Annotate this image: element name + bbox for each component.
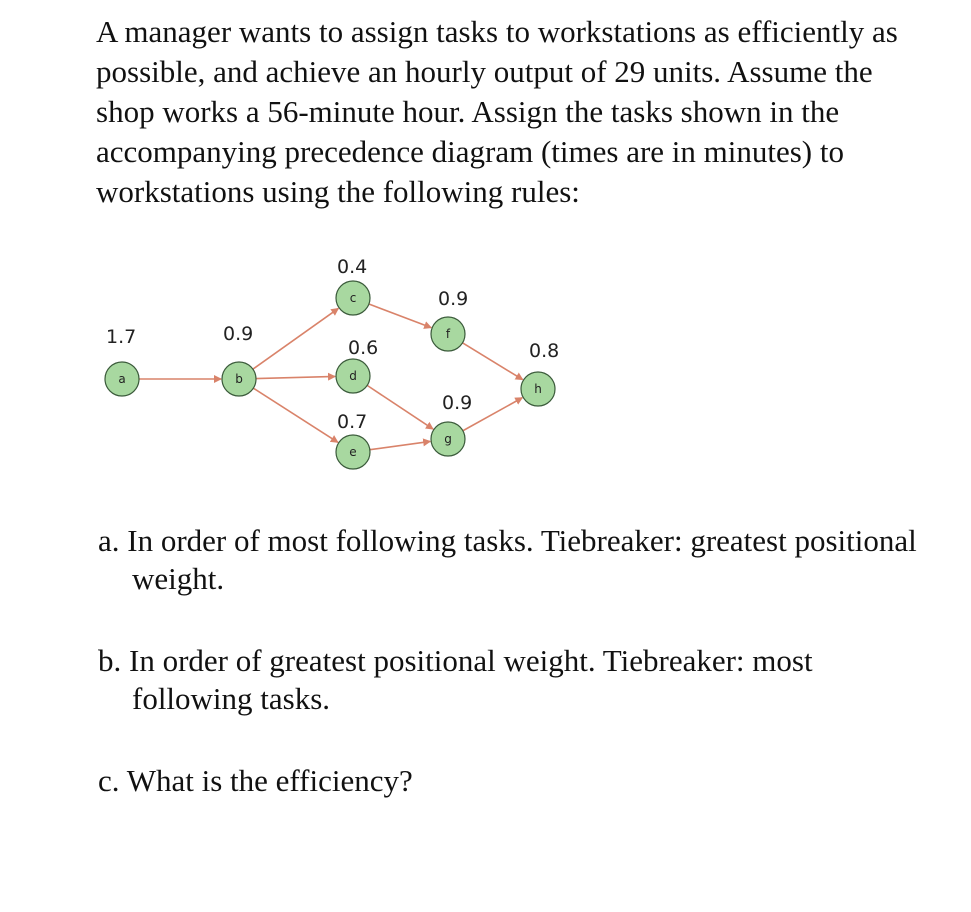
part-b: b. In order of greatest positional weight. Tiebreaker: most following tasks. (98, 643, 813, 716)
task-label-b: b (235, 372, 243, 386)
task-label-a: a (118, 372, 126, 386)
task-label-c: c (349, 291, 357, 305)
task-label-g: g (444, 432, 452, 446)
task-label-h: h (534, 382, 542, 396)
task-time-e: 0.7 (337, 411, 368, 433)
edge-e-g (370, 441, 430, 449)
part-a: a. In order of most following tasks. Tiebreaker: greatest positional weight. (98, 523, 917, 596)
task-time-b: 0.9 (223, 323, 254, 345)
part-c: c. What is the efficiency? (98, 763, 413, 798)
task-time-d: 0.6 (348, 337, 379, 359)
task-node-h (521, 340, 559, 406)
task-node-d (336, 337, 378, 393)
edge-b-e (253, 388, 338, 442)
task-time-g: 0.9 (442, 392, 473, 414)
precedence-diagram (90, 250, 610, 470)
edge-c-f (369, 304, 431, 328)
nodes-layer (105, 256, 559, 469)
task-label-e: e (349, 445, 357, 459)
edge-b-d (256, 376, 335, 378)
task-node-a (105, 326, 139, 396)
task-node-b (222, 323, 256, 396)
task-label-f: f (445, 327, 451, 341)
task-time-h: 0.8 (529, 340, 560, 362)
task-time-c: 0.4 (337, 256, 368, 278)
edge-b-c (253, 308, 338, 369)
task-node-f (431, 288, 468, 351)
edge-f-h (463, 343, 523, 380)
edges-layer (139, 304, 523, 450)
problem-statement: A manager wants to assign tasks to workstations as efficiently as possible, and achieve an hourly output of 29 units. Assume the shop works a 56-minute hour. Assign the tasks shown in the accompanying precedence diagram (times are in minutes) to workstations using the following rules: (96, 14, 898, 209)
task-time-a: 1.7 (106, 326, 137, 348)
edge-d-g (367, 385, 433, 429)
task-time-f: 0.9 (438, 288, 469, 310)
task-label-d: d (349, 369, 357, 383)
task-node-e (336, 411, 370, 469)
task-node-g (431, 392, 472, 456)
question-parts (98, 522, 918, 800)
task-node-c (336, 256, 370, 315)
